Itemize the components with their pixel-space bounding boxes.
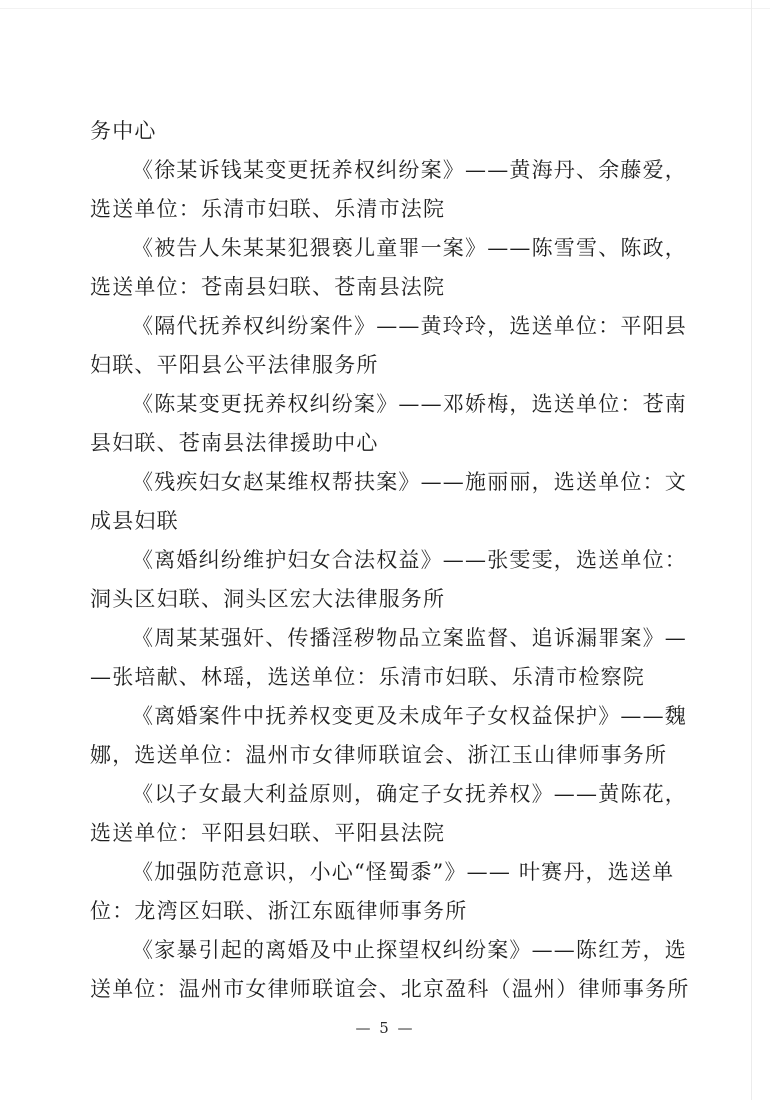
text-line: —张培献、林瑶，选送单位：乐清市妇联、乐清市检察院	[90, 665, 645, 689]
case-entry-title: 《离婚纠纷维护妇女合法权益》——张雯雯，选送单位：	[132, 548, 687, 572]
page-number: — 5 —	[355, 1019, 415, 1037]
text-line: 县妇联、苍南县法律援助中心	[90, 431, 379, 455]
text-line: 成县妇联	[90, 509, 179, 533]
case-entry-title: 《陈某变更抚养权纠纷案》——邓娇梅，选送单位：苍南	[132, 392, 687, 416]
text-line: 娜，选送单位：温州市女律师联谊会、浙江玉山律师事务所	[90, 743, 668, 767]
text-line: 位：龙湾区妇联、浙江东瓯律师事务所	[90, 899, 468, 923]
text-line: 洞头区妇联、洞头区宏大法律服务所	[90, 587, 446, 611]
scan-edge-right	[751, 0, 752, 1100]
case-entry-title: 《隔代抚养权纠纷案件》——黄玲玲，选送单位：平阳县	[132, 314, 687, 338]
scan-edge-top	[0, 8, 770, 9]
text-line: 选送单位：乐清市妇联、乐清市法院	[90, 197, 446, 221]
document-body	[90, 112, 690, 1009]
text-line: 妇联、平阳县公平法律服务所	[90, 353, 379, 377]
text-line: 选送单位：平阳县妇联、平阳县法院	[90, 821, 446, 845]
case-entry-title: 《残疾妇女赵某维权帮扶案》——施丽丽，选送单位：文	[132, 470, 687, 494]
text-line: 选送单位：苍南县妇联、苍南县法院	[90, 275, 446, 299]
case-entry-title: 《徐某诉钱某变更抚养权纠纷案》——黄海丹、余藤爱，	[132, 158, 687, 182]
case-entry-title: 《离婚案件中抚养权变更及未成年子女权益保护》——魏	[132, 704, 687, 728]
case-entry-title: 《家暴引起的离婚及中止探望权纠纷案》——陈红芳，选	[132, 938, 687, 962]
case-entry-title: 《被告人朱某某犯猥亵儿童罪一案》——陈雪雪、陈政，	[132, 236, 687, 260]
case-entry-title: 《以子女最大利益原则，确定子女抚养权》——黄陈花，	[132, 782, 687, 806]
text-line: 务中心	[90, 119, 157, 143]
text-line: 送单位：温州市女律师联谊会、北京盈科（温州）律师事务所	[90, 977, 690, 1001]
case-entry-title: 《加强防范意识，小心“怪蜀黍”》—— 叶赛丹，选送单	[132, 860, 675, 884]
case-entry-title: 《周某某强奸、传播淫秽物品立案监督、追诉漏罪案》—	[132, 626, 687, 650]
